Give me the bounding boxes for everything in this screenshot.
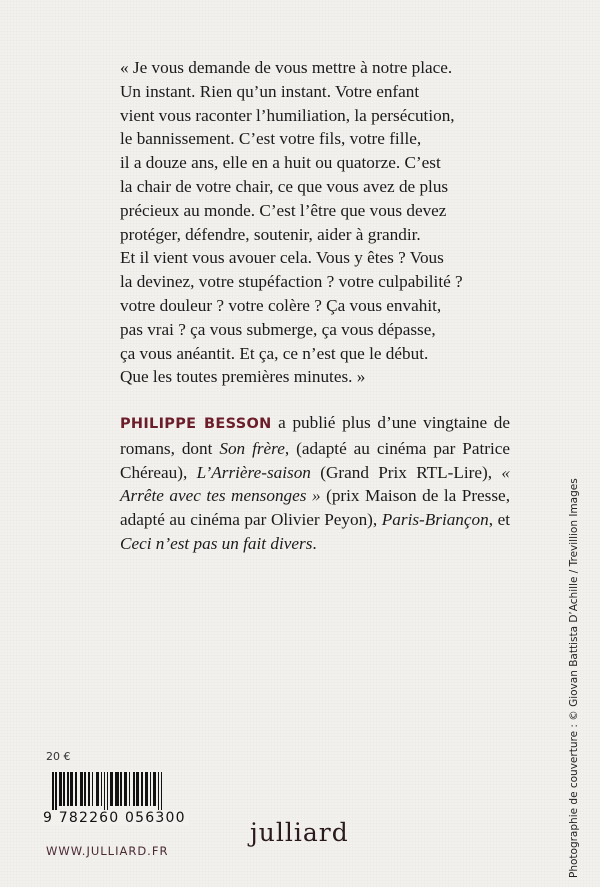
quote-line: il a douze ans, elle en a huit ou quatorze. C’est [120,153,441,173]
bio-text: a publié plus d’une vingtaine de romans, dont [120,413,510,458]
quote-line: la chair de votre chair, ce que vous avez de plus [120,176,449,196]
price-label: 20 € [46,750,71,763]
quote-line: le bannissement. C’est votre fils, votre fille, [120,129,422,149]
photo-credit: Photographie de couverture : © Giovan Battista D’Achille / Trevillion Images [568,478,580,878]
publisher-website: WWW.JULLIARD.FR [46,844,169,858]
bio-text: . [312,533,317,553]
quote-line: vient vous raconter l’humiliation, la persécution, [120,105,455,125]
back-cover-quote [120,56,510,389]
quote-line: précieux au monde. C’est l’être que vous devez [120,200,447,220]
publisher-logo: julliard [250,818,349,847]
quote-line: « Je vous demande de vous mettre à notre place. [120,58,453,77]
book-title: Son frère [219,438,285,458]
author-name: PHILIPPE BESSON [120,416,272,432]
quote-line: Un instant. Rien qu’un instant. Votre enfant [120,81,420,101]
book-title: « Arrête avec tes mensonges » [120,462,510,506]
barcode-icon [52,772,176,812]
book-title: Paris-Briançon [381,510,489,530]
bio-text: (prix Maison de la Presse, adapté au cinéma par Olivier Peyon), [120,486,510,530]
quote-line: Et il vient vous avouer cela. Vous y êtes ? Vous [120,248,444,268]
author-bio [120,411,510,556]
book-title: Ceci n’est pas un fait divers [120,533,313,553]
quote-line: Que les toutes premières minutes. » [120,367,366,387]
quote-line: pas vrai ? ça vous submerge, ça vous dépasse, [120,319,436,339]
quote-line: la devinez, votre stupéfaction ? votre culpabilité ? [120,272,463,292]
isbn-number: 9 782260 056300 [43,810,186,826]
quote-line: ça vous anéantit. Et ça, ce n’est que le début. [120,343,429,363]
bio-text: , et [488,510,510,530]
bio-text: (Grand Prix RTL-Lire), [310,462,502,482]
quote-line: votre douleur ? votre colère ? Ça vous envahit, [120,295,442,315]
bio-text: , (adapté au cinéma par Patrice Chéreau), [120,438,511,482]
book-title: L’Arrière-saison [196,462,311,482]
quote-line: protéger, défendre, soutenir, aider à grandir. [120,224,421,244]
